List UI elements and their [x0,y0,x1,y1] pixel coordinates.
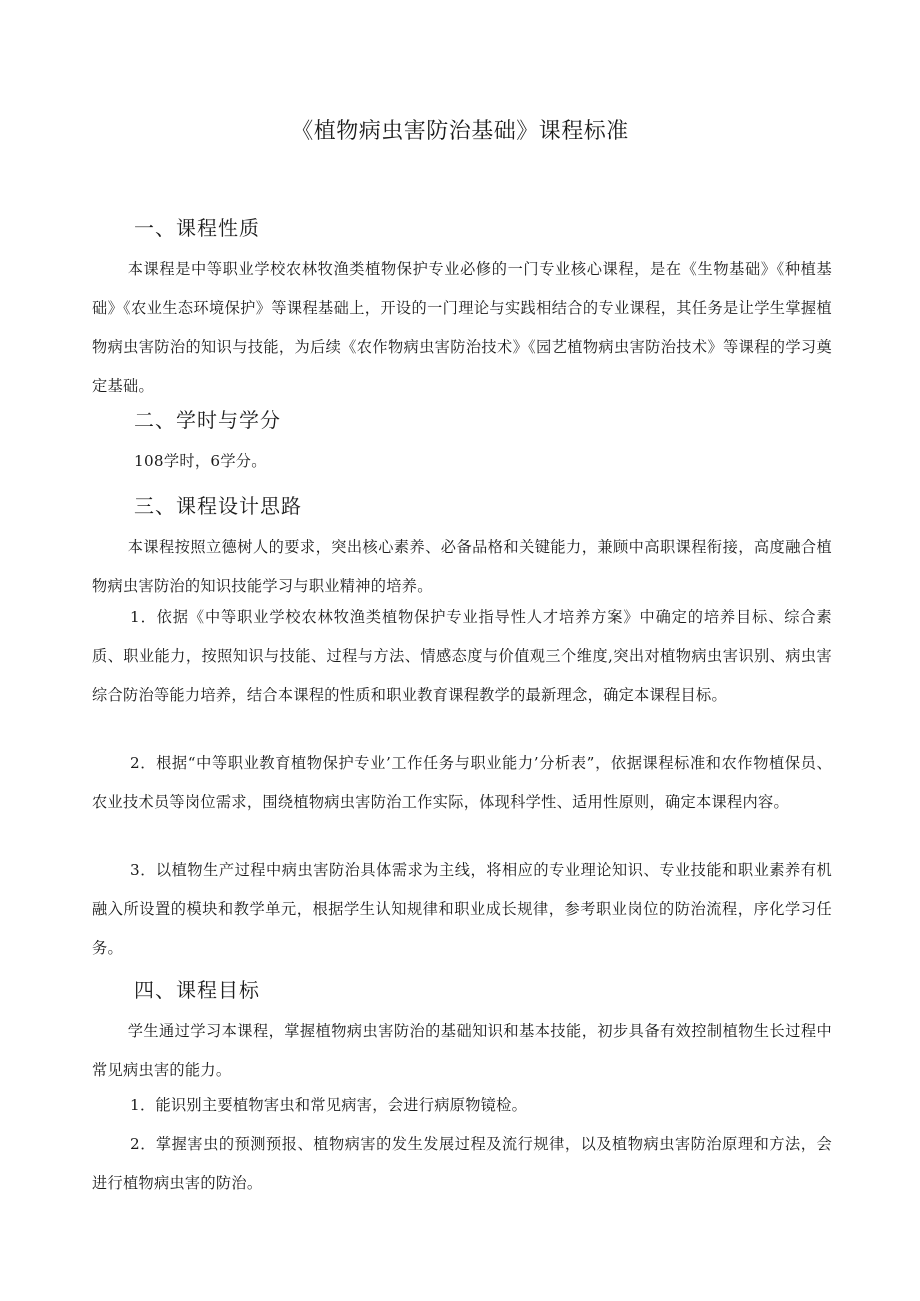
document-title: 《植物病虫害防治基础》课程标准 [291,119,629,144]
paragraph-course-nature: 本课程是中等职业学校农林牧渔类植物保护专业必修的一门专业核心课程，是在《生物基础》《种植基础》《农业生态环境保护》等课程基础上，开设的一门理论与实践相结合的专业课程，其任务是让学生掌握植物病虫害防治的知识与技能，为后续《农作物病虫害防治技术》《园艺植物病虫害防治技术》等课程的学习奠定基础。 [92,260,832,395]
paragraph-design-item-3: 3．以植物生产过程中病虫害防治具体需求为主线，将相应的专业理论知识、专业技能和职业素养有机融入所设置的模块和教学单元，根据学生认知规律和职业成长规律，参考职业岗位的防治流程，序化学习任务。 [92,861,832,957]
paragraph-design-intro: 本课程按照立德树人的要求，突出核心素养、必备品格和关键能力，兼顾中高职课程衔接，高度融合植物病虫害防治的知识技能学习与职业精神的培养。 [92,538,832,595]
section-heading-course-objectives: 四、课程目标 [134,978,260,1002]
section-heading-hours-credits: 二、学时与学分 [134,408,281,432]
paragraph-objective-2: 2．掌握害虫的预测预报、植物病害的发生发展过程及流行规律，以及植物病虫害防治原理和方法，会进行植物病虫害的防治。 [92,1135,832,1192]
section-heading-design-approach: 三、课程设计思路 [134,494,302,518]
paragraph-objective-1: 1．能识别主要植物害虫和常见病害，会进行病原物镜检。 [130,1096,528,1114]
paragraph-design-item-2: 2．根据“中等职业教育植物保护专业’工作任务与职业能力’分析表”，依据课程标准和农作物植保员、农业技术员等岗位需求，围绕植物病虫害防治工作实际，体现科学性、适用性原则，确定本课程内容。 [92,754,832,811]
paragraph-hours-credits: 108学时，6学分。 [134,452,267,470]
paragraph-objectives-intro: 学生通过学习本课程，掌握植物病虫害防治的基础知识和基本技能，初步具备有效控制植物生长过程中常见病虫害的能力。 [92,1022,832,1079]
paragraph-design-item-1: 1．依据《中等职业学校农林牧渔类植物保护专业指导性人才培养方案》中确定的培养目标、综合素质、职业能力，按照知识与技能、过程与方法、情感态度与价值观三个维度,突出对植物病虫害识别、病虫害综合防治等能力培养，结合本课程的性质和职业教育课程教学的最新理念，确定本课程目标。 [92,608,832,704]
section-heading-course-nature: 一、课程性质 [134,216,260,240]
